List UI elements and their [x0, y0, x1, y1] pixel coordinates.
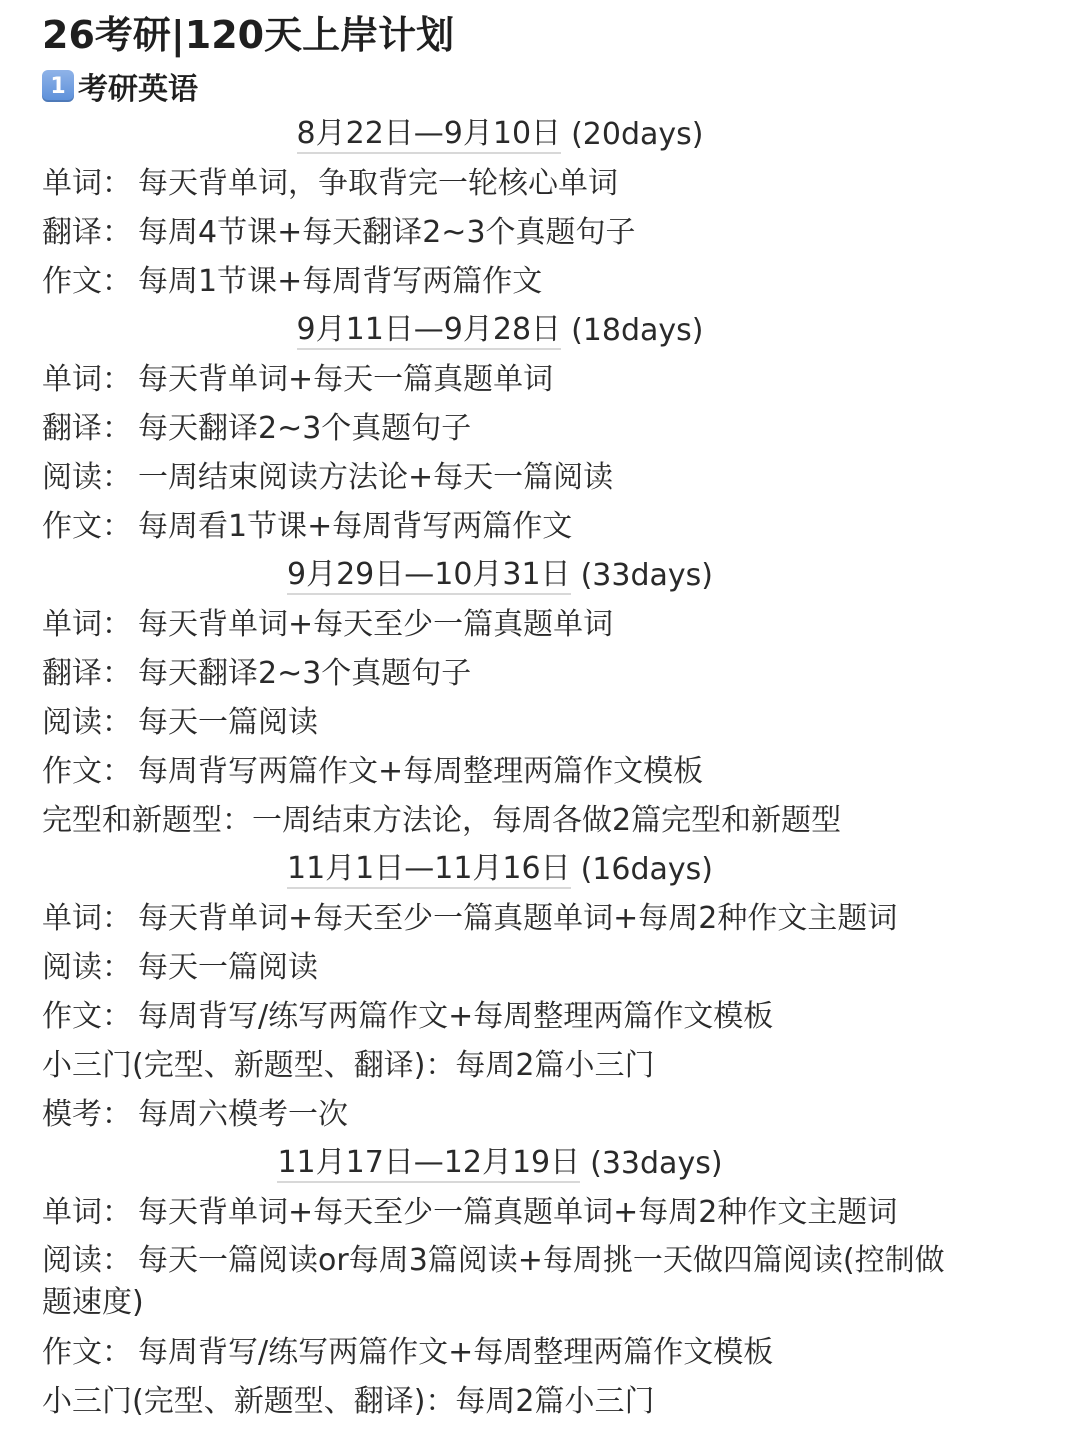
plan-item-label: 作文： [42, 509, 132, 544]
period-range: 9月29日—10月31日 [287, 557, 571, 595]
period-header [0, 110, 1000, 159]
plan-item-label: 阅读： [42, 950, 132, 985]
plan-item-text: 每周背写/练写两篇作文+每周整理两篇作文模板 [138, 999, 774, 1034]
plan-item [42, 404, 1080, 453]
plan-item-text: 一周结束阅读方法论+每天一篇阅读 [138, 460, 614, 495]
plan-item-label: 单词： [42, 166, 132, 201]
plan-item-text: 每天背单词+每天一篇真题单词 [138, 362, 554, 397]
plan-item [42, 649, 1080, 698]
period-range: 11月1日—11月16日 [287, 851, 571, 889]
plan-item-label: 单词： [42, 607, 132, 642]
plan-item [42, 943, 1080, 992]
plan-item-text: 每天一篇阅读or每周3篇阅读+每周挑一天做四篇阅读(控制做题速度) [42, 1243, 945, 1320]
plan-item-text: 每周4节课+每天翻译2~3个真题句子 [138, 215, 636, 250]
plan-item [42, 796, 1080, 845]
plan-item-label: 作文： [42, 1335, 132, 1370]
plan-item-text: 一周结束方法论，每周各做2篇完型和新题型 [252, 803, 842, 838]
period-days: (16days) [580, 852, 713, 887]
plan-item [42, 1328, 1080, 1377]
plan-item-label: 小三门(完型、新题型、翻译)： [42, 1384, 456, 1419]
plan-item [42, 1377, 1080, 1426]
plan-item-text: 每周六模考一次 [138, 1097, 348, 1132]
plan-item [42, 1090, 1080, 1139]
plan-item-label: 单词： [42, 1195, 132, 1230]
plan-item-text: 每天背单词+每天至少一篇真题单词 [138, 607, 614, 642]
plan-item-text: 每天一篇阅读 [138, 705, 318, 740]
period-header [0, 551, 1000, 600]
plan-item-text: 每周看1节课+每周背写两篇作文 [138, 509, 573, 544]
plan-item-label: 翻译： [42, 215, 132, 250]
plan-item [42, 208, 1080, 257]
period-days: (33days) [580, 558, 713, 593]
plan-item [42, 698, 1080, 747]
plan-item [42, 747, 1080, 796]
plan-item-label: 翻译： [42, 411, 132, 446]
page-title: 26考研|120天上岸计划 [42, 13, 455, 57]
plan-item-label: 翻译： [42, 656, 132, 691]
plan-item-text: 每周2篇小三门 [455, 1048, 655, 1083]
period-days: (20days) [571, 117, 704, 152]
plan-item-text: 每天翻译2~3个真题句子 [138, 411, 472, 446]
plan-item-label: 完型和新题型： [42, 803, 252, 838]
plan-item-text: 每天背单词+每天至少一篇真题单词+每周2种作文主题词 [138, 901, 898, 936]
plan-item-label: 阅读： [42, 460, 132, 495]
plan-item [42, 355, 1080, 404]
period-range: 9月11日—9月28日 [297, 312, 562, 350]
plan-item [42, 894, 1080, 943]
plan-item-label: 阅读： [42, 1243, 132, 1278]
period-header [0, 845, 1000, 894]
plan-item-label: 作文： [42, 999, 132, 1034]
plan-item [42, 453, 1080, 502]
period-header [0, 306, 1000, 355]
period-header [0, 1139, 1000, 1188]
subject-label: 考研英语 [78, 72, 198, 107]
plan-item-text: 每周1节课+每周背写两篇作文 [138, 264, 543, 299]
plan-item [42, 992, 1080, 1041]
plan-item-text: 每周背写/练写两篇作文+每周整理两篇作文模板 [138, 1335, 774, 1370]
plan-item-text: 每天背单词+每天至少一篇真题单词+每周2种作文主题词 [138, 1195, 898, 1230]
period-days: (33days) [590, 1146, 723, 1181]
period-range: 8月22日—9月10日 [297, 116, 562, 154]
plan-item-label: 单词： [42, 362, 132, 397]
plan-item [42, 257, 1080, 306]
plan-item-label: 单词： [42, 901, 132, 936]
subject-heading [42, 62, 1080, 110]
plan-item-label: 作文： [42, 264, 132, 299]
plan-item-label: 小三门(完型、新题型、翻译)： [42, 1048, 456, 1083]
plan-item-text: 每周背写两篇作文+每周整理两篇作文模板 [138, 754, 704, 789]
plan-item-label: 模考： [42, 1097, 132, 1132]
plan-item-text: 每天背单词，争取背完一轮核心单词 [138, 166, 618, 201]
plan-item [42, 502, 1080, 551]
plan-item [42, 600, 1080, 649]
plan-item [42, 159, 1080, 208]
plan-item-text: 每天一篇阅读 [138, 950, 318, 985]
plan-item-text: 每天翻译2~3个真题句子 [138, 656, 472, 691]
number-one-keycap-icon: 1 [42, 70, 74, 102]
plan-item-text: 每周2篇小三门 [455, 1384, 655, 1419]
plan-item-label: 阅读： [42, 705, 132, 740]
plan-item [42, 1041, 1080, 1090]
period-days: (18days) [571, 313, 704, 348]
plan-item-label: 作文： [42, 754, 132, 789]
plan-item [42, 1237, 972, 1328]
plan-item [42, 1188, 1080, 1237]
period-range: 11月17日—12月19日 [277, 1145, 580, 1183]
